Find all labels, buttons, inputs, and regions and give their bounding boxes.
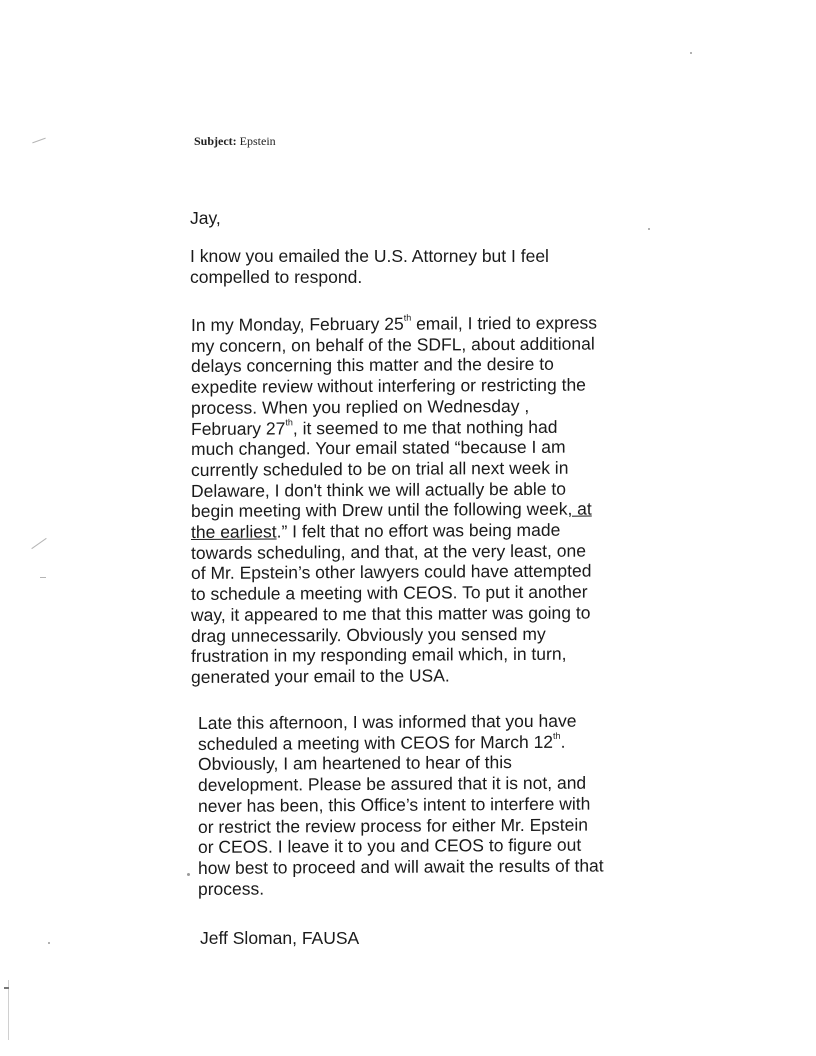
paragraph-2-line: much changed. Your email stated “because I am xyxy=(191,436,566,460)
paragraph-3-line: development. Please be assured that it is not, and xyxy=(198,772,587,796)
paragraph-3 xyxy=(198,711,604,900)
paragraph-2-line: delays concerning this matter and the desire to xyxy=(191,354,554,377)
text-run: begin meeting with Drew until the following week xyxy=(191,499,568,522)
scan-mark xyxy=(40,577,46,578)
scan-mark xyxy=(4,987,9,989)
scan-speck xyxy=(690,52,692,54)
paragraph-2-line xyxy=(191,520,597,543)
paragraph-2-line: way, it appeared to me that this matter was going to xyxy=(191,602,591,625)
paragraph-2-line xyxy=(191,313,597,336)
paragraph-3-line: Late this afternoon, I was informed that you have xyxy=(198,710,577,733)
underlined-text: , at xyxy=(567,498,592,520)
paragraph-2-line xyxy=(191,416,597,439)
paragraph-2-line: of Mr. Epstein’s other lawyers could have attempted xyxy=(191,560,592,584)
text-run: February 27 xyxy=(191,417,286,439)
paragraph-2-line: process. When you replied on Wednesday , xyxy=(191,395,530,418)
signature: Jeff Sloman, FAUSA xyxy=(200,928,360,948)
text-run: In my Monday, February 25 xyxy=(191,313,404,335)
underlined-text: the earliest xyxy=(191,521,277,543)
subject-line xyxy=(194,134,276,149)
paragraph-2-line: Delaware, I don't think we will actually be able to xyxy=(191,478,566,501)
scan-mark xyxy=(32,138,45,144)
paragraph-2-line: towards scheduling, and that, at the very least, one xyxy=(191,540,586,563)
paragraph-2 xyxy=(191,313,597,688)
paragraph-1-line: I know you emailed the U.S. Attorney but I feel xyxy=(190,246,549,266)
scan-mark xyxy=(31,538,46,549)
text-run: email, I tried to express xyxy=(411,312,597,334)
scan-speck xyxy=(48,942,50,944)
subject-value: Epstein xyxy=(239,134,276,148)
text-run: . xyxy=(560,731,566,752)
ordinal-suffix: th xyxy=(285,416,293,427)
paragraph-2-line: frustration in my responding email which, in turn, xyxy=(191,643,567,667)
scan-speck xyxy=(187,873,190,876)
text-run: scheduled a meeting with CEOS for March 12 xyxy=(198,731,554,754)
scan-speck xyxy=(648,228,650,230)
paragraph-3-line: Obviously, I am heartened to hear of this xyxy=(198,752,512,775)
paragraph-3-line: never has been, this Office’s intent to interfere with xyxy=(198,793,591,816)
ordinal-suffix: th xyxy=(403,312,412,323)
paragraph-3-line xyxy=(198,731,604,754)
paragraph-2-line: generated your email to the USA. xyxy=(191,665,450,687)
paragraph-2-line: to schedule a meeting with CEOS. To put it another xyxy=(191,581,588,605)
paragraph-2-line: currently scheduled to be on trial all next week in xyxy=(191,457,569,480)
paragraph-3-line: process. xyxy=(198,878,265,899)
scan-edge-line xyxy=(8,980,9,1040)
paragraph-1-line: compelled to respond. xyxy=(190,266,363,287)
ordinal-suffix: th xyxy=(553,730,561,741)
paragraph-2-line: drag unnecessarily. Obviously you sensed my xyxy=(191,623,546,646)
subject-label: Subject: xyxy=(194,134,237,148)
paragraph-3-line: or restrict the review process for either Mr. Epstein xyxy=(198,814,588,837)
paragraph-3-line: how best to proceed and will await the results of that xyxy=(198,855,604,878)
paragraph-3-line: or CEOS. I leave it to you and CEOS to figure out xyxy=(198,834,582,858)
text-run: , it seemed to me that nothing had xyxy=(292,416,558,438)
paragraph-2-line: my concern, on behalf of the SDFL, about additional xyxy=(191,333,595,356)
greeting: Jay, xyxy=(190,208,221,228)
paragraph-1 xyxy=(190,246,549,287)
paragraph-2-line xyxy=(191,499,597,522)
paragraph-2-line: expedite review without interfering or restricting the xyxy=(191,374,586,398)
text-run: .” I felt that no effort was being made xyxy=(276,519,561,542)
